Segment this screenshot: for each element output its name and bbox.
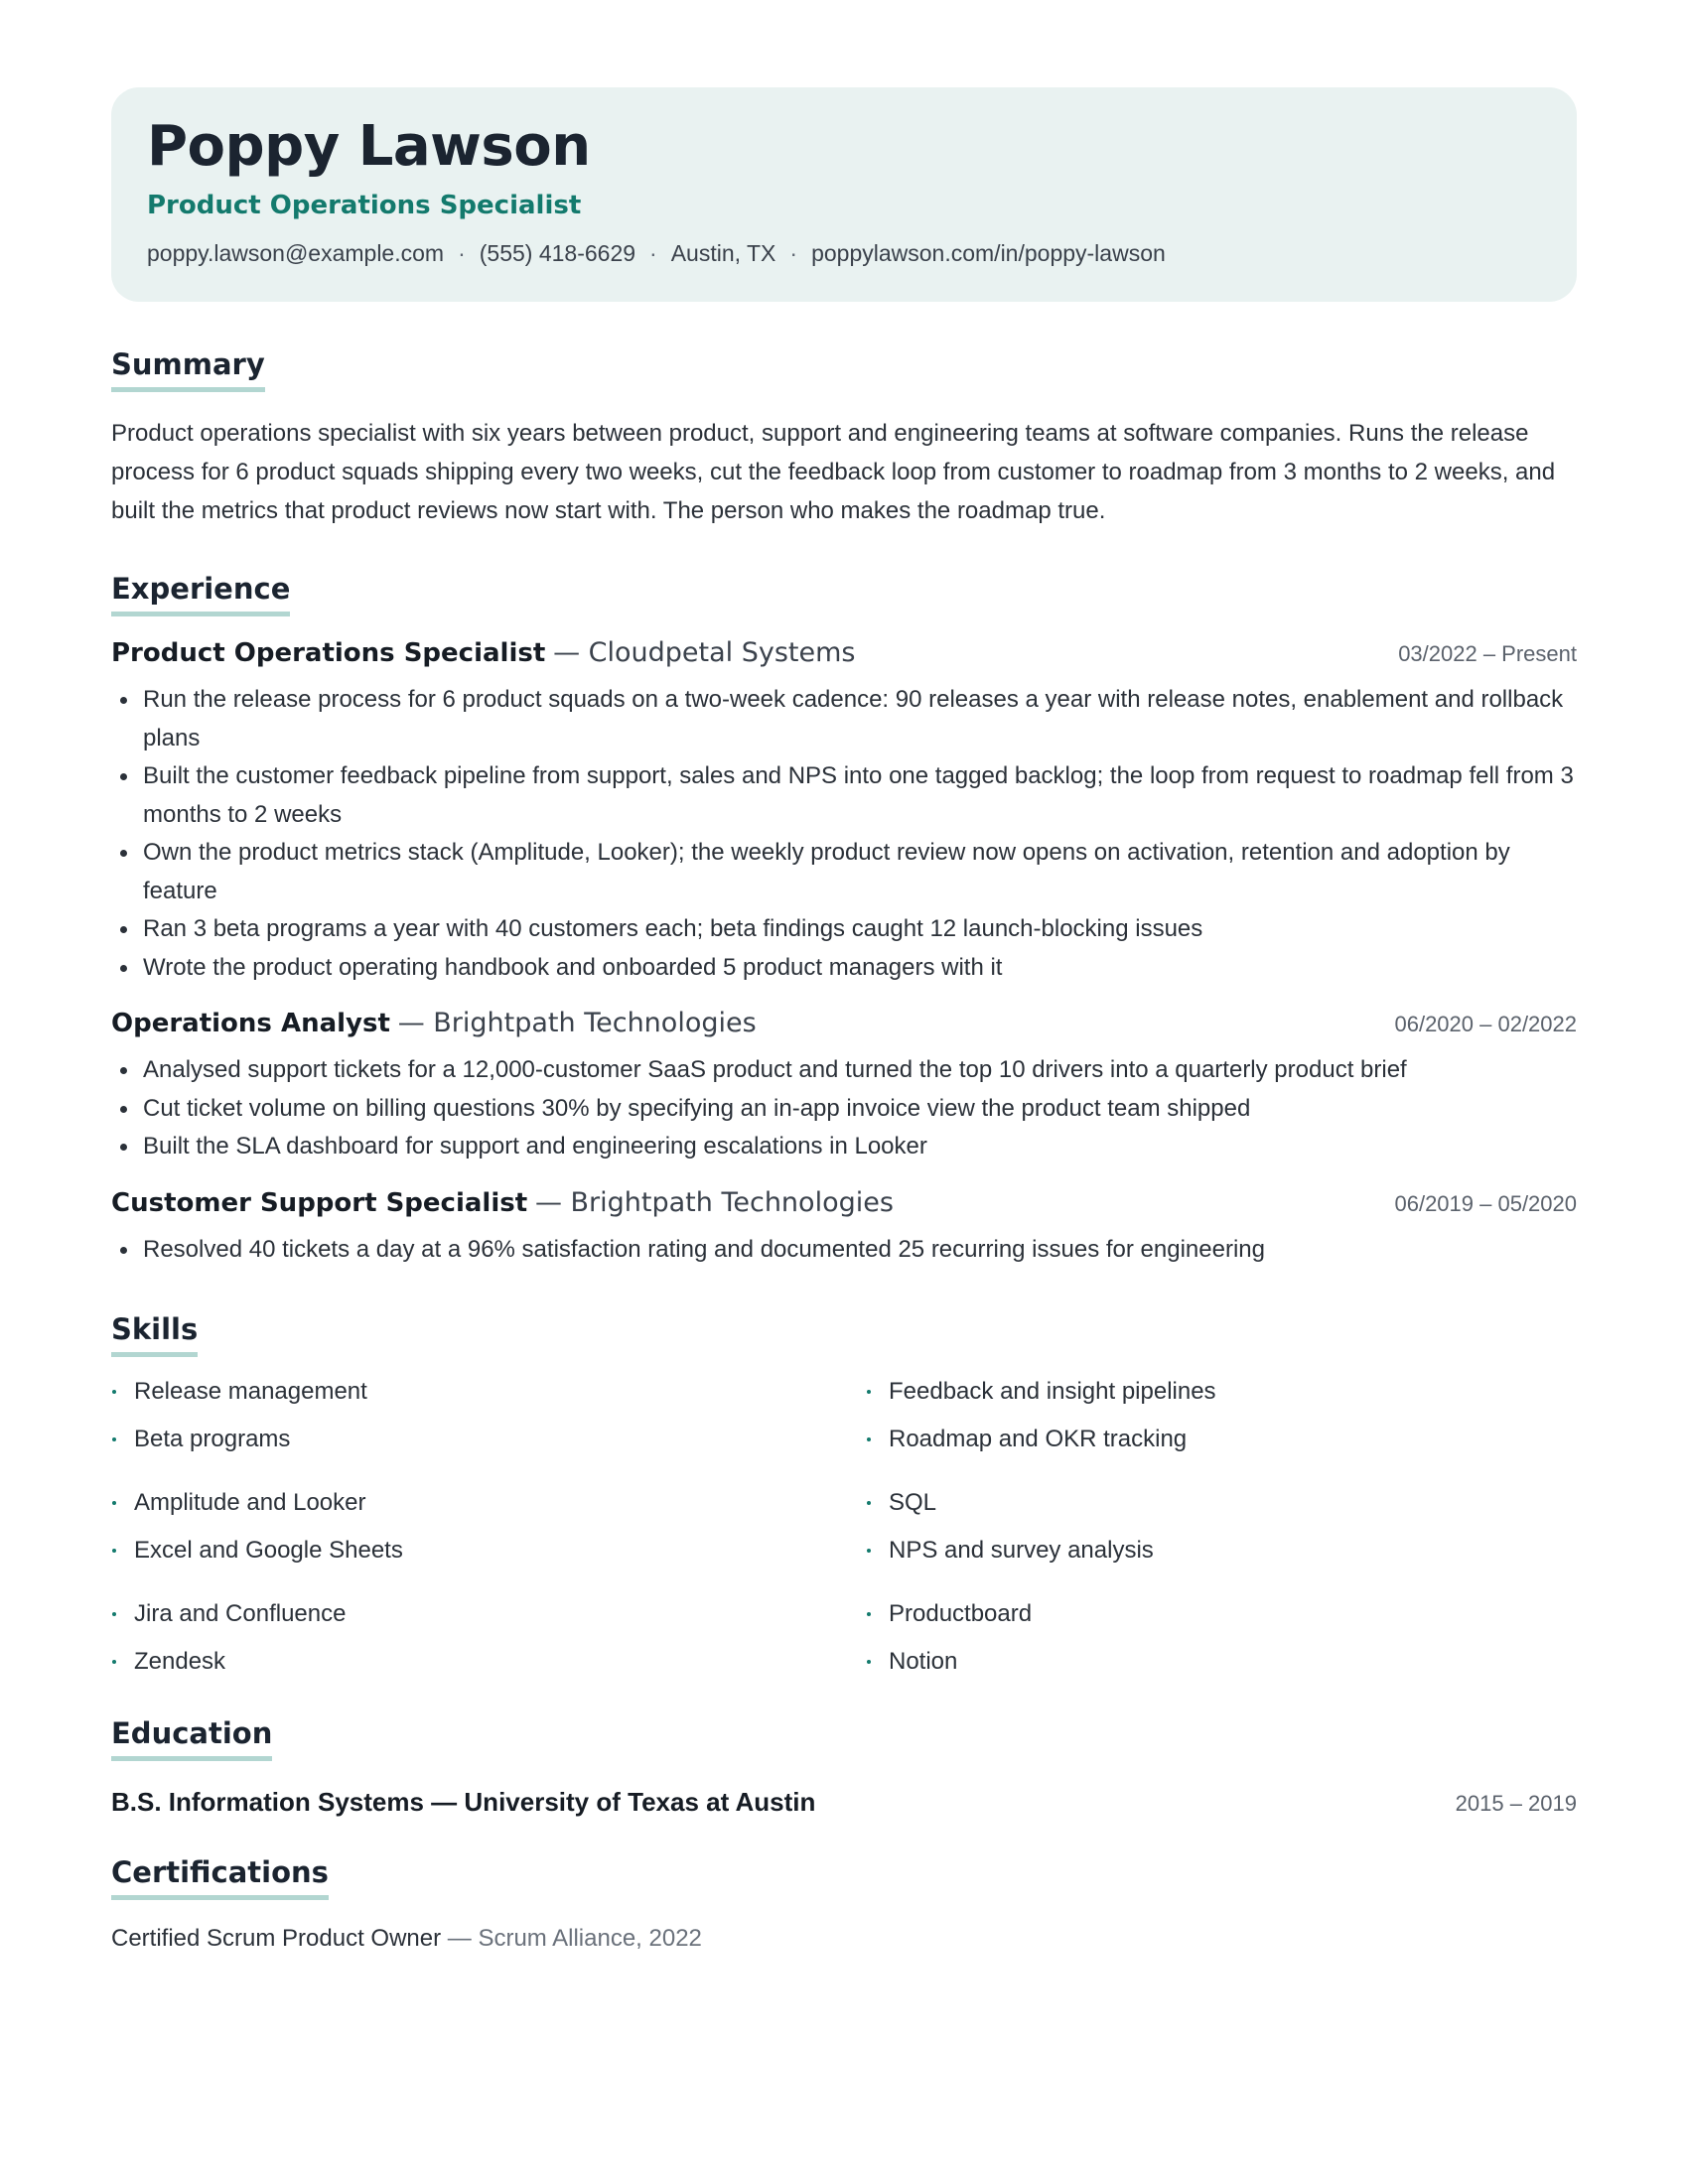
- summary-heading: Summary: [111, 345, 265, 392]
- skill-item: NPS and survey analysis: [866, 1534, 1561, 1568]
- job-dates: 06/2019 – 05/2020: [1394, 1190, 1577, 1216]
- experience-section: [111, 570, 1577, 1269]
- job-bullets: [111, 1051, 1577, 1166]
- job-bullet: Run the release process for 6 product squads on a two-week cadence: 90 releases a year with release notes, enablement and rollback plans: [111, 681, 1577, 757]
- contact-website: poppylawson.com/in/poppy-lawson: [811, 240, 1166, 266]
- job-bullet: Analysed support tickets for a 12,000-customer SaaS product and turned the top 10 drivers into a quarterly product brief: [111, 1051, 1577, 1090]
- job-header: [111, 634, 1577, 671]
- job-title-line: [111, 634, 856, 671]
- candidate-name: Poppy Lawson: [147, 114, 591, 179]
- skill-item: Roadmap and OKR tracking: [866, 1423, 1561, 1456]
- skills-grid: [111, 1375, 1577, 1693]
- job-bullet: Ran 3 beta programs a year with 40 customers each; beta findings caught 12 launch-blocking issues: [111, 910, 1577, 949]
- job-role: Operations Analyst: [111, 1009, 390, 1038]
- job-bullet: Built the customer feedback pipeline from support, sales and NPS into one tagged backlog; the loop from request to roadmap fell from 3 months to 2 weeks: [111, 757, 1577, 834]
- skill-item: Release management: [111, 1375, 866, 1409]
- job-title-line: [111, 1005, 757, 1041]
- job-entry: [111, 634, 1577, 987]
- job-role: Customer Support Specialist: [111, 1187, 528, 1218]
- certification-issuer: — Scrum Alliance, 2022: [447, 1925, 702, 1952]
- certification-entry: [111, 1922, 1577, 1956]
- skill-item: Feedback and insight pipelines: [866, 1375, 1561, 1409]
- job-dates: 03/2022 – Present: [1398, 641, 1577, 666]
- job-header: [111, 1005, 1577, 1041]
- skills-heading: Skills: [111, 1310, 198, 1357]
- contact-email: poppy.lawson@example.com: [147, 240, 445, 266]
- skill-item: Jira and Confluence: [111, 1597, 866, 1631]
- certifications-heading: Certifications: [111, 1853, 329, 1900]
- contact-line: [147, 238, 1541, 268]
- job-bullet: Wrote the product operating handbook and onboarded 5 product managers with it: [111, 949, 1577, 988]
- job-dash: —: [534, 1186, 571, 1218]
- candidate-title: Product Operations Specialist: [147, 191, 582, 220]
- certifications-section: [111, 1853, 1577, 1956]
- summary-text: Product operations specialist with six years between product, support and engineering teams at software companies. Runs the release process for 6 product squads shipping every two weeks, cut the feedback loop from customer to roadmap from 3 months to 2 weeks, and built the metrics that product reviews now start with. The person who makes the roadmap true.: [111, 420, 1556, 524]
- job-dash: —: [397, 1008, 434, 1038]
- contact-location: Austin, TX: [670, 240, 776, 266]
- contact-separator: ·: [649, 240, 657, 266]
- header-card: [111, 87, 1577, 302]
- job-bullet: Built the SLA dashboard for support and engineering escalations in Looker: [111, 1128, 1577, 1166]
- skill-item: Beta programs: [111, 1423, 866, 1456]
- certification-name: Certified Scrum Product Owner: [111, 1925, 442, 1952]
- education-dates: 2015 – 2019: [1455, 1791, 1577, 1816]
- experience-heading: Experience: [111, 570, 290, 616]
- job-entry: [111, 1005, 1577, 1166]
- job-header: [111, 1184, 1577, 1221]
- job-role: Product Operations Specialist: [111, 638, 546, 668]
- job-dash: —: [553, 637, 589, 668]
- job-company: Cloudpetal Systems: [588, 637, 856, 668]
- contact-separator: ·: [789, 240, 798, 266]
- job-bullets: [111, 1231, 1577, 1270]
- skills-section: [111, 1310, 1577, 1693]
- skill-item: Zendesk: [111, 1645, 866, 1679]
- skill-item: Notion: [866, 1645, 1561, 1679]
- skill-item: Productboard: [866, 1597, 1561, 1631]
- skill-item: Excel and Google Sheets: [111, 1534, 866, 1568]
- skill-item: SQL: [866, 1486, 1561, 1520]
- education-section: [111, 1714, 1577, 1818]
- contact-phone: (555) 418-6629: [479, 240, 636, 266]
- summary-section: [111, 345, 1577, 530]
- job-entry: [111, 1184, 1577, 1270]
- education-entry: [111, 1787, 1577, 1818]
- education-heading: Education: [111, 1714, 272, 1761]
- job-dates: 06/2020 – 02/2022: [1394, 1012, 1577, 1036]
- education-degree: B.S. Information Systems — University of Texas at Austin: [111, 1787, 816, 1817]
- contact-separator: ·: [458, 240, 466, 266]
- job-bullet: Own the product metrics stack (Amplitude, Looker); the weekly product review now opens on activation, retention and adoption by feature: [111, 834, 1577, 910]
- job-bullet: Cut ticket volume on billing questions 30% by specifying an in-app invoice view the product team shipped: [111, 1090, 1577, 1129]
- skill-item: Amplitude and Looker: [111, 1486, 866, 1520]
- job-company: Brightpath Technologies: [433, 1008, 757, 1038]
- job-bullet: Resolved 40 tickets a day at a 96% satisfaction rating and documented 25 recurring issues for engineering: [111, 1231, 1577, 1270]
- job-bullets: [111, 681, 1577, 987]
- job-title-line: [111, 1184, 894, 1221]
- job-company: Brightpath Technologies: [570, 1186, 894, 1218]
